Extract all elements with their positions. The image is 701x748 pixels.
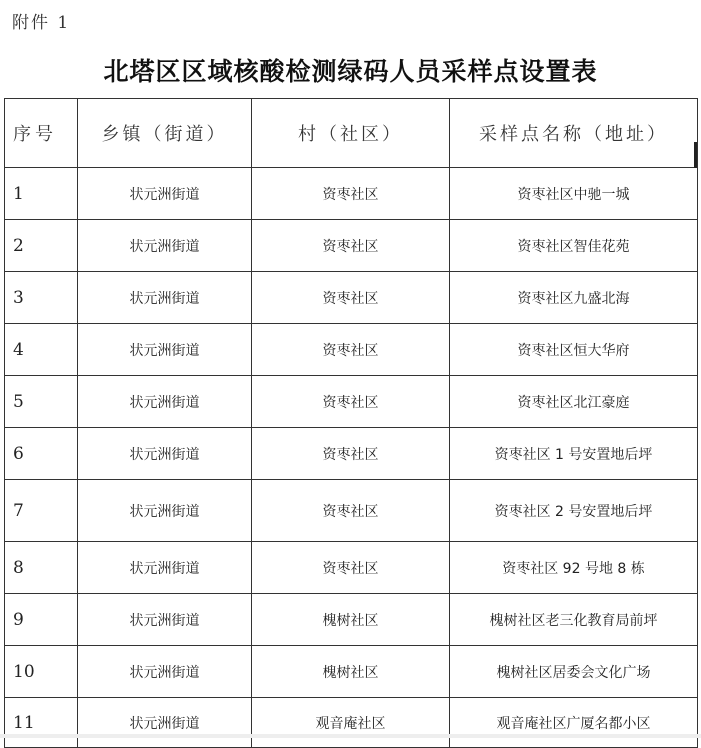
document-title: 北塔区区域核酸检测绿码人员采样点设置表 (103, 57, 598, 86)
row-seq: 6 (5, 428, 78, 480)
table-row (5, 542, 698, 594)
row-town: 状元洲街道 (78, 646, 252, 698)
row-community: 资枣社区 (252, 428, 450, 480)
table-row (5, 698, 698, 748)
row-site: 槐树社区居委会文化广场 (450, 646, 698, 698)
table-row (5, 220, 698, 272)
attachment-label: 附件 1 (12, 13, 71, 33)
table-row (5, 376, 698, 428)
table-row (5, 594, 698, 646)
row-town: 状元洲街道 (78, 220, 252, 272)
row-seq: 11 (5, 698, 78, 748)
row-site: 观音庵社区广厦名都小区 (450, 698, 698, 748)
row-site: 资枣社区 1 号安置地后坪 (450, 428, 698, 480)
row-community: 资枣社区 (252, 480, 450, 542)
row-town: 状元洲街道 (78, 594, 252, 646)
table-header-row (5, 99, 698, 168)
row-site: 资枣社区智佳花苑 (450, 220, 698, 272)
row-town: 状元洲街道 (78, 324, 252, 376)
row-community: 资枣社区 (252, 376, 450, 428)
header-seq: 序号 (5, 99, 78, 168)
row-site: 资枣社区北江豪庭 (450, 376, 698, 428)
header-town: 乡镇（街道） (78, 99, 252, 168)
row-town: 状元洲街道 (78, 272, 252, 324)
row-town: 状元洲街道 (78, 168, 252, 220)
row-seq: 2 (5, 220, 78, 272)
row-town: 状元洲街道 (78, 428, 252, 480)
table-row (5, 480, 698, 542)
table-row (5, 428, 698, 480)
row-seq: 5 (5, 376, 78, 428)
row-seq: 8 (5, 542, 78, 594)
row-town: 状元洲街道 (78, 376, 252, 428)
row-site: 资枣社区 2 号安置地后坪 (450, 480, 698, 542)
table-row (5, 272, 698, 324)
row-community: 资枣社区 (252, 542, 450, 594)
table-row (5, 324, 698, 376)
row-community: 资枣社区 (252, 324, 450, 376)
row-site: 资枣社区九盛北海 (450, 272, 698, 324)
row-site: 资枣社区 92 号地 8 栋 (450, 542, 698, 594)
row-seq: 10 (5, 646, 78, 698)
table-row (5, 168, 698, 220)
table-row (5, 646, 698, 698)
header-site: 采样点名称（地址） (450, 99, 698, 168)
row-community: 槐树社区 (252, 594, 450, 646)
header-community: 村（社区） (252, 99, 450, 168)
row-seq: 7 (5, 480, 78, 542)
row-community: 观音庵社区 (252, 698, 450, 748)
row-site: 资枣社区恒大华府 (450, 324, 698, 376)
sampling-sites-table (4, 98, 698, 748)
row-seq: 3 (5, 272, 78, 324)
row-seq: 1 (5, 168, 78, 220)
row-seq: 9 (5, 594, 78, 646)
row-community: 资枣社区 (252, 220, 450, 272)
row-site: 资枣社区中驰一城 (450, 168, 698, 220)
table-edge-mark (694, 142, 697, 168)
row-town: 状元洲街道 (78, 698, 252, 748)
row-community: 资枣社区 (252, 272, 450, 324)
row-town: 状元洲街道 (78, 480, 252, 542)
row-town: 状元洲街道 (78, 542, 252, 594)
row-community: 资枣社区 (252, 168, 450, 220)
row-site: 槐树社区老三化教育局前坪 (450, 594, 698, 646)
row-community: 槐树社区 (252, 646, 450, 698)
row-seq: 4 (5, 324, 78, 376)
page-bottom-edge (0, 734, 701, 738)
